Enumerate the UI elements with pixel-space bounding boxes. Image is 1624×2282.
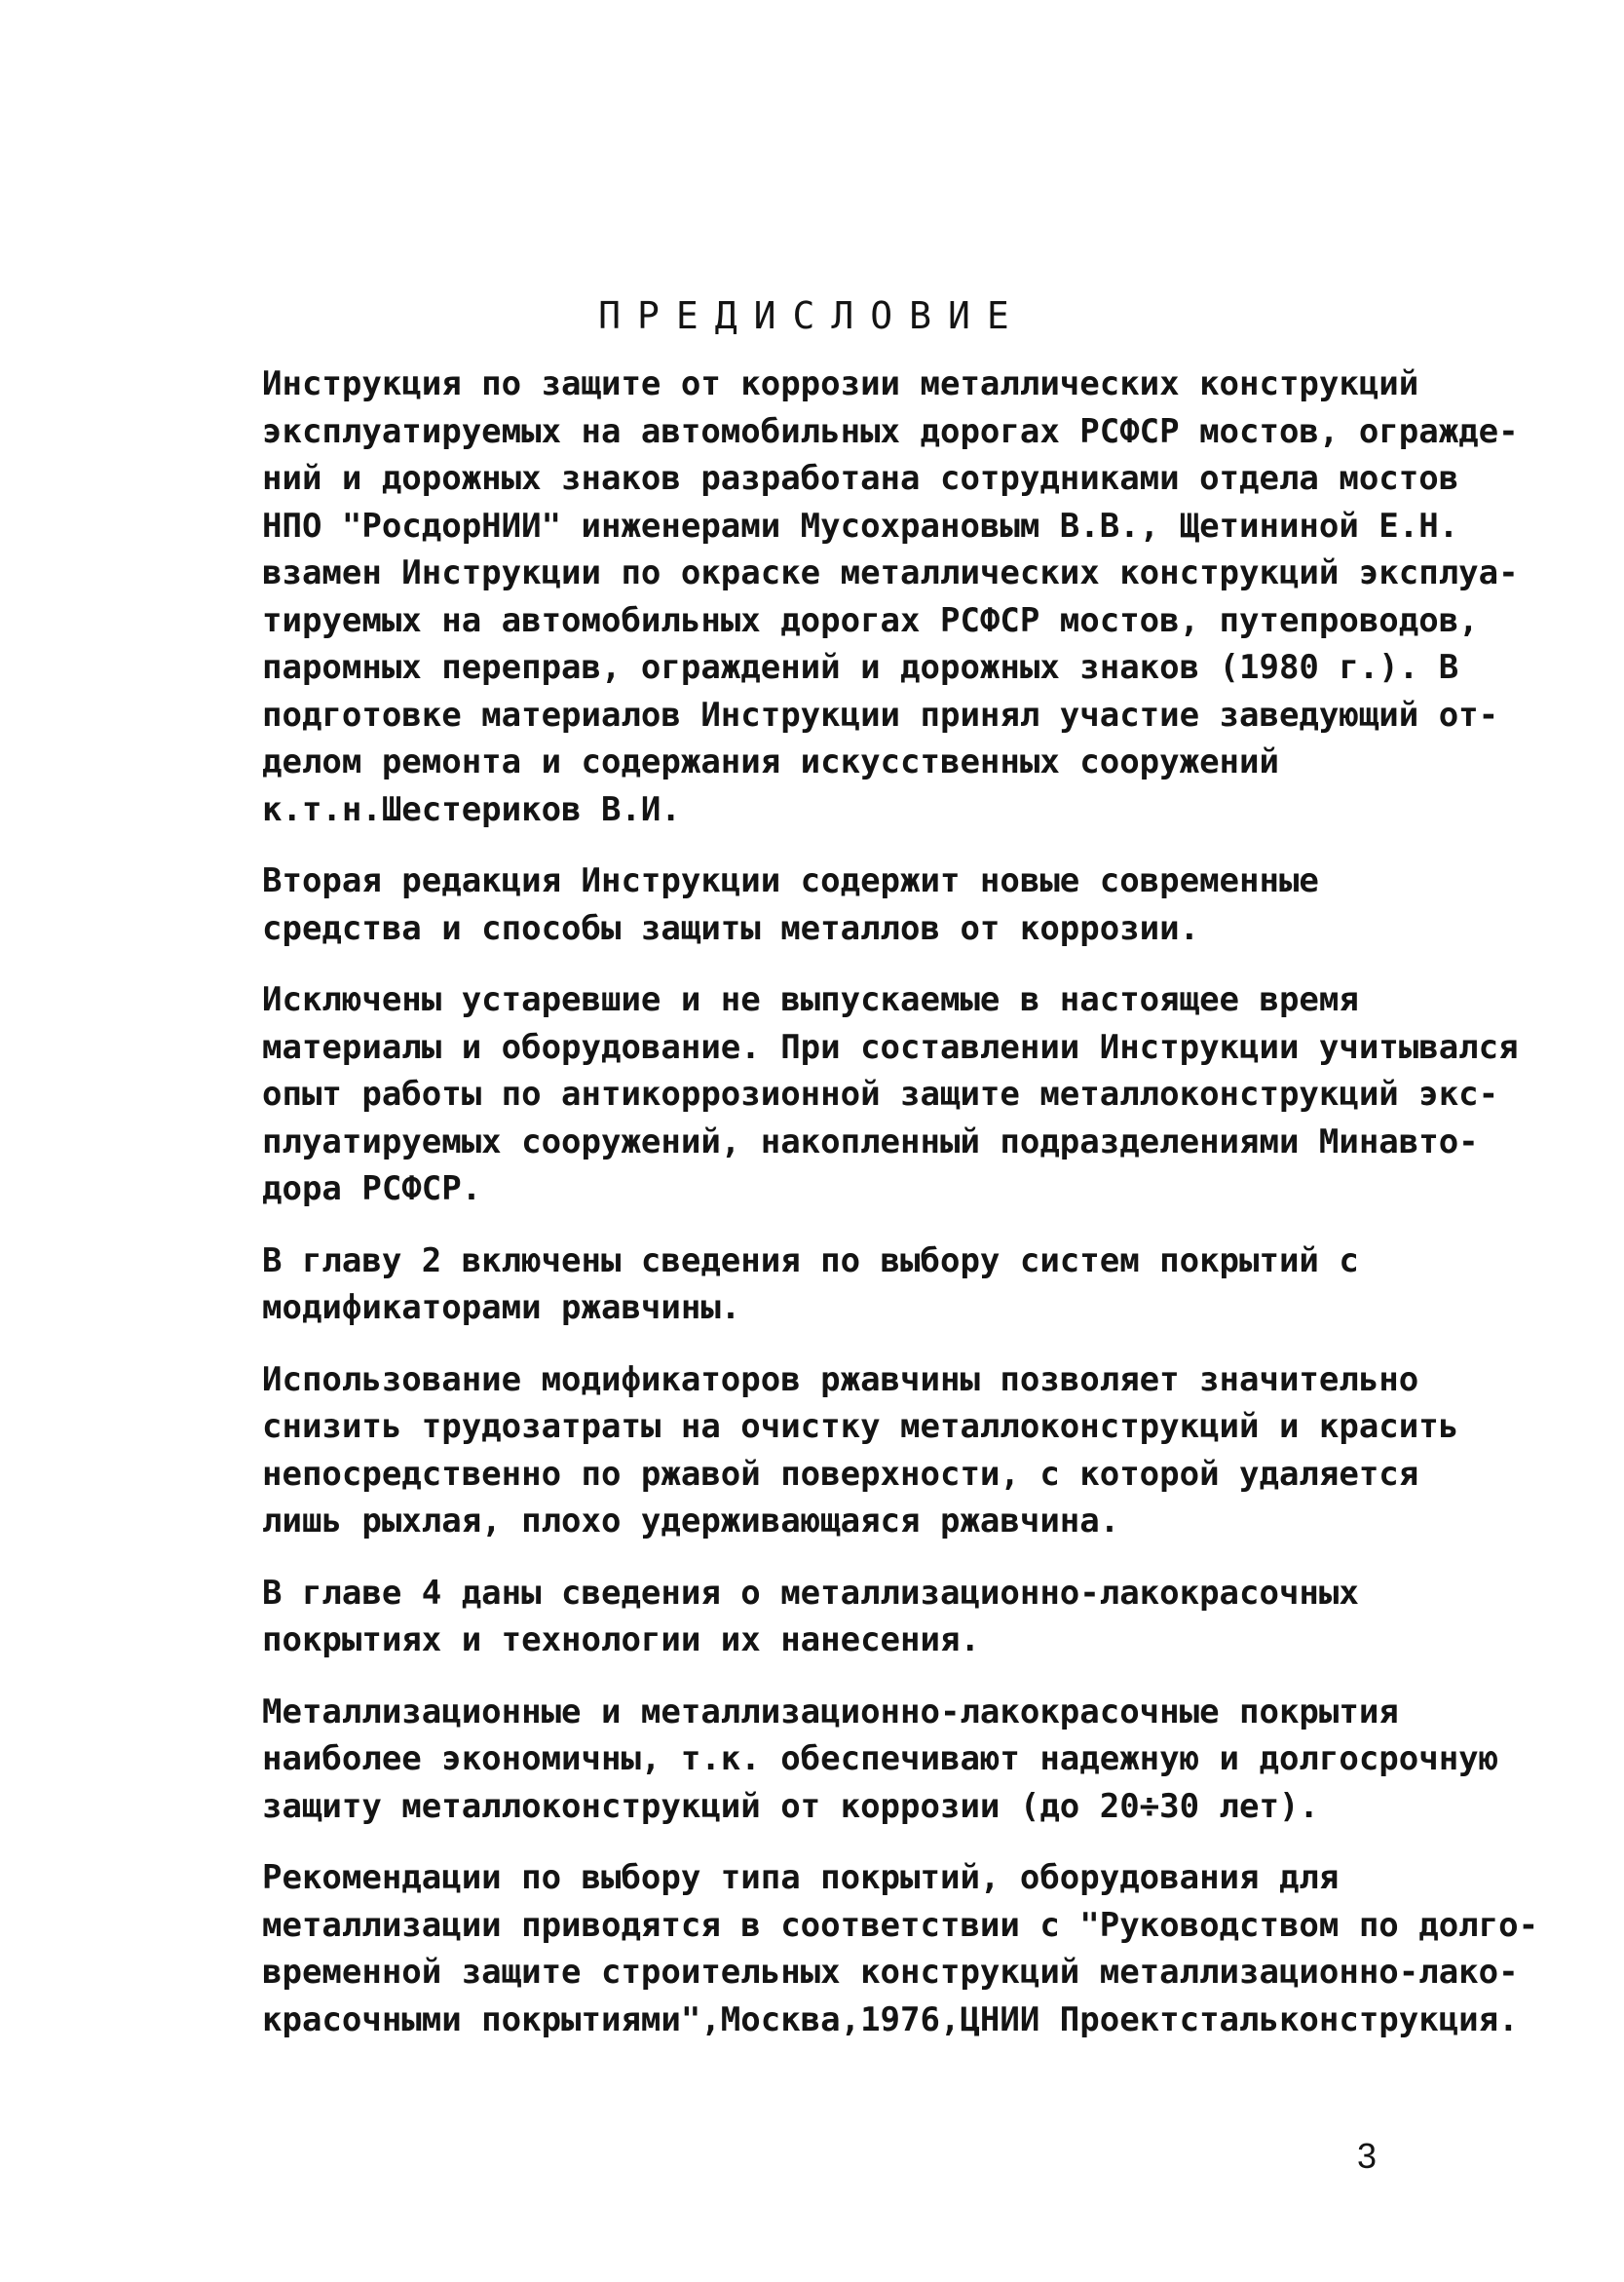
text-line: Рекомендации по выбору типа покрытий, оборудования для [262,1858,1340,1897]
text-line: паромных переправ, ограждений и дорожных знаков (1980 г.). В [262,648,1459,687]
text-line: защиту металлоконструкций от коррозии (до 20÷30 лет). [262,1786,1319,1826]
paragraph [190,1689,1499,1831]
text-line: Использование модификаторов ржавчины позволяет значительно [262,1359,1419,1399]
text-line: средства и способы защиты металлов от коррозии. [262,908,1200,948]
text-line: временной защите строительных конструкций металлизационно-лако- [262,1953,1519,1992]
text-line: Исключены устаревшие и не выпускаемые в настоящее время [262,980,1359,1019]
page-title: ПРЕДИСЛОВИЕ [598,294,1026,337]
paragraph [190,1854,1539,2043]
text-line: непосредственно по ржавой поверхности, с которой удаляется [262,1454,1419,1494]
text-line: эксплуатируемых на автомобильных дорогах РСФСР мостов, огражде- [262,411,1519,451]
paragraph [190,361,1519,833]
text-line: Инструкция по защите от коррозии металлических конструкций [262,364,1419,403]
text-line: взамен Инструкции по окраске металлических конструкций эксплуа- [262,553,1519,592]
text-line: тируемых на автомобильных дорогах РСФСР мостов, путепроводов, [262,600,1479,640]
paragraph [190,1237,1447,1332]
text-line: металлизации приводятся в соответствии с "Руководством по долго- [262,1905,1539,1945]
text-line: материалы и оборудование. При составлении Инструкции учитывался [262,1027,1519,1067]
text-line: наиболее экономичны, т.к. обеспечивают надежную и долгосрочную [262,1739,1499,1778]
text-line: опыт работы по антикоррозионной защите металлоконструкций экс- [262,1075,1499,1114]
paragraph [190,857,1447,952]
text-line: ний и дорожных знаков разработана сотрудниками отдела мостов [262,459,1459,498]
text-line: покрытиях и технологии их нанесения. [262,1620,980,1659]
text-line: В главе 4 даны сведения о металлизационно-лакокрасочных [262,1573,1359,1613]
text-line: делом ремонта и содержания искусственных сооружений [262,742,1279,781]
paragraph [190,976,1519,1213]
text-line: дора РСФСР. [262,1169,482,1208]
page-number: 3 [1357,2136,1378,2176]
text-line: к.т.н.Шестериков В.И. [262,789,681,829]
paragraph [190,1570,1447,1664]
text-line: плуатируемых сооружений, накопленный подразделениями Минавто- [262,1122,1479,1161]
text-line: НПО "РосдорНИИ" инженерами Мусохрановым В.В., Щетининой Е.Н. [262,506,1459,546]
paragraph [190,1356,1459,1545]
text-line: лишь рыхлая, плохо удерживающаяся ржавчина. [262,1502,1120,1540]
text-line: Вторая редакция Инструкции содержит новые современные [262,861,1319,900]
text-line: В главу 2 включены сведения по выбору систем покрытий с [262,1240,1359,1280]
preface-body [190,361,1539,2068]
text-line: красочными покрытиями",Москва,1976,ЦНИИ Проектстальконструкция. [262,1999,1519,2039]
text-line: модификаторами ржавчины. [262,1288,741,1327]
text-line: Металлизационные и металлизационно-лакокрасочные покрытия [262,1692,1399,1731]
text-line: подготовке материалов Инструкции принял участие заведующий от- [262,695,1499,735]
text-line: снизить трудозатраты на очистку металлоконструкций и красить [262,1407,1459,1446]
